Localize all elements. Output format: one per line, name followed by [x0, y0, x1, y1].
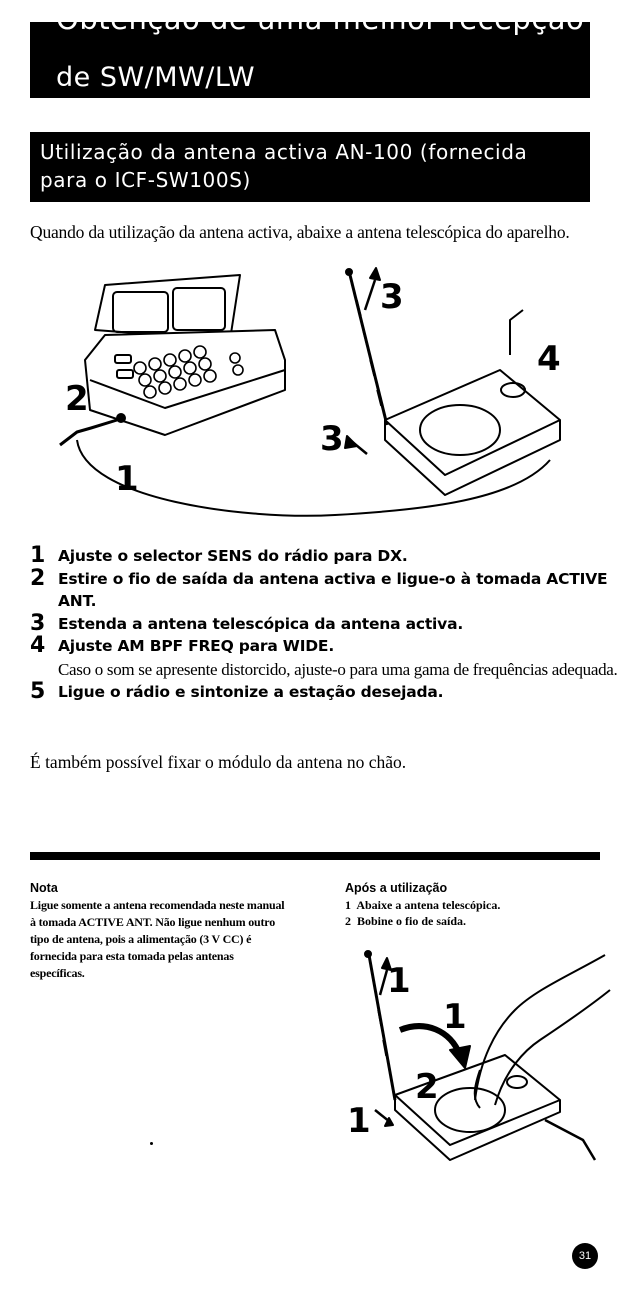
after-use-item-2: [345, 913, 615, 929]
after-use-item-1: [345, 897, 615, 913]
fig2-label-1-mid: 1: [443, 997, 467, 1037]
step-number: 3: [30, 610, 46, 636]
step-number: 4: [30, 633, 46, 658]
intro-paragraph: Quando da utilização da antena activa, abaixe a antena telescópica do aparelho.: [30, 222, 570, 242]
step-4-note: Caso o som se apresente distorcido, ajuste-o para uma gama de frequências adequada.: [58, 659, 618, 679]
step-number: 2: [30, 565, 46, 591]
section-heading-line1: Utilização da antena activa AN-100 (fornecida: [40, 140, 528, 164]
page-title-banner: [30, 2, 590, 98]
fig1-label-3-top: 3: [380, 277, 404, 317]
page-number-badge: 31: [572, 1243, 598, 1269]
step-5: [30, 681, 620, 704]
after-use-section: [345, 880, 615, 929]
step-text: Ajuste o selector SENS do rádio para DX.: [58, 547, 408, 565]
step-4: [30, 635, 620, 658]
item-text: Bobine o fio de saída.: [357, 914, 467, 928]
fig2-label-2: 2: [415, 1067, 439, 1107]
step-3: [30, 610, 620, 636]
steps-list: [30, 545, 620, 704]
section-heading-banner: [30, 132, 590, 202]
item-text: Abaixe a antena telescópica.: [356, 898, 501, 912]
fig1-label-1: 1: [115, 459, 139, 499]
floor-placement-note: É também possível fixar o módulo da antena no chão.: [30, 752, 407, 772]
step-text: Estire o fio de saída da antena activa e ligue-o à tomada ACTIVE ANT.: [58, 569, 608, 610]
active-antenna-illustration: [45, 260, 565, 525]
after-use-illustration: [347, 950, 615, 1180]
step-number: 5: [30, 679, 46, 704]
item-number: 1: [345, 898, 351, 912]
step-text: Estenda a antena telescópica da antena activa.: [58, 614, 464, 633]
section-divider: [30, 852, 600, 860]
after-use-heading: Após a utilização: [345, 881, 448, 895]
step-text: Ligue o rádio e sintonize a estação desejada.: [58, 683, 444, 701]
section-heading-line2: para o ICF-SW100S): [40, 168, 251, 192]
page-title-line2: de SW/MW/LW: [56, 62, 256, 93]
fig2-label-1-top: 1: [387, 961, 411, 1001]
step-number: 1: [30, 543, 46, 568]
fig1-label-2: 2: [65, 379, 89, 419]
note-section: [30, 880, 290, 982]
item-number: 2: [345, 914, 351, 928]
note-heading: Nota: [30, 881, 58, 895]
note-text: Ligue somente a antena recomendada neste manual à tomada ACTIVE ANT. Não ligue nenhum outro tipo de antena, pois a alimentação (3 V CC) é fornecida para esta tomada pelas antenas específicas.: [30, 898, 285, 980]
stray-mark: [150, 1142, 153, 1145]
page-title-line1: Obtenção de uma melhor recepção: [56, 2, 585, 36]
step-text: Ajuste AM BPF FREQ para WIDE.: [58, 637, 335, 655]
step-1: [30, 545, 620, 568]
fig2-label-1-bottom: 1: [347, 1101, 371, 1141]
fig1-label-4: 4: [537, 339, 561, 379]
fig1-label-3-bottom: 3: [320, 419, 344, 459]
step-2: [30, 565, 620, 613]
